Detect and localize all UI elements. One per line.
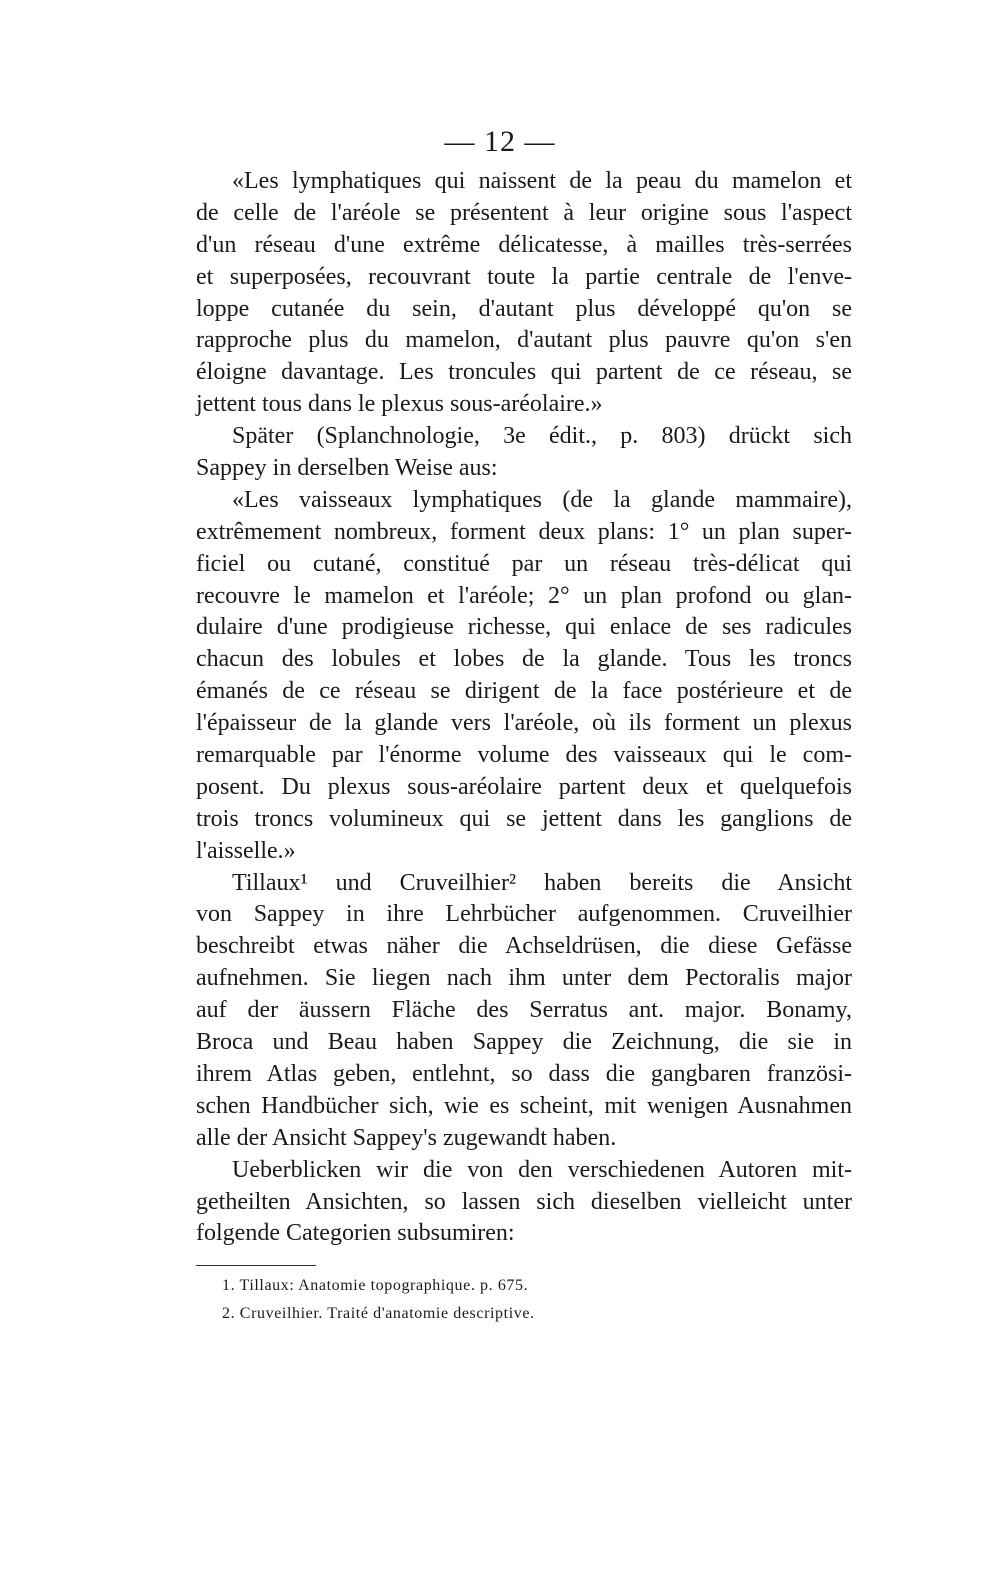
text-line: trois troncs volumineux qui se jettent dans les ganglions de xyxy=(196,805,852,832)
text-line: et superposées, recouvrant toute la partie centrale de l'enve- xyxy=(196,263,852,290)
text-line: l'aisselle.» xyxy=(196,837,296,864)
text-line: «Les vaisseaux lymphatiques (de la glande mammaire), xyxy=(232,486,852,513)
footnote-rule xyxy=(196,1265,316,1266)
text-line: remarquable par l'énorme volume des vaisseaux qui le com- xyxy=(196,742,852,769)
body-text xyxy=(196,166,852,1250)
text-line: alle der Ansicht Sappey's zugewandt haben. xyxy=(196,1124,617,1151)
text-line: extrêmement nombreux, forment deux plans: 1° un plan super- xyxy=(196,518,852,545)
footnotes xyxy=(222,1272,842,1328)
text-line: auf der äussern Fläche des Serratus ant. major. Bonamy, xyxy=(196,997,852,1024)
text-line: von Sappey in ihre Lehrbücher aufgenommen. Cruveilhier xyxy=(196,901,852,928)
text-line: chacun des lobules et lobes de la glande. Tous les troncs xyxy=(196,646,852,673)
text-line: Sappey in derselben Weise aus: xyxy=(196,455,498,482)
text-line: schen Handbücher sich, wie es scheint, mit wenigen Ausnahmen xyxy=(196,1092,852,1119)
text-line: émanés de ce réseau se dirigent de la face postérieure et de xyxy=(196,678,852,705)
text-line: beschreibt etwas näher die Achseldrüsen, die diese Gefässe xyxy=(196,933,852,960)
text-line: folgende Categorien subsumiren: xyxy=(196,1220,515,1247)
text-line: de celle de l'aréole se présentent à leur origine sous l'aspect xyxy=(196,199,852,226)
text-line: posent. Du plexus sous-aréolaire partent deux et quelquefois xyxy=(196,773,852,800)
text-line: Später (Splanchnologie, 3e édit., p. 803) drückt sich xyxy=(232,423,852,450)
text-line: getheilten Ansichten, so lassen sich dieselben vielleicht unter xyxy=(196,1188,852,1215)
text-line: Broca und Beau haben Sappey die Zeichnung, die sie in xyxy=(196,1029,852,1056)
text-line: dulaire d'une prodigieuse richesse, qui enlace de ses radicules xyxy=(196,614,852,641)
text-line: Ueberblicken wir die von den verschiedenen Autoren mit- xyxy=(232,1156,852,1183)
page-number: — 12 — xyxy=(444,125,556,158)
footnote-2: 2. Cruveilhier. Traité d'anatomie descriptive. xyxy=(222,1305,535,1322)
text-line: éloigne davantage. Les troncules qui partent de ce réseau, se xyxy=(196,359,852,386)
text-line: aufnehmen. Sie liegen nach ihm unter dem Pectoralis major xyxy=(196,965,852,992)
text-line: l'épaisseur de la glande vers l'aréole, où ils forment un plexus xyxy=(196,710,852,737)
text-line: d'un réseau d'une extrême délicatesse, à mailles très-serrées xyxy=(196,231,852,258)
text-line: «Les lymphatiques qui naissent de la peau du mamelon et xyxy=(232,168,852,194)
text-line: loppe cutanée du sein, d'autant plus développé qu'on se xyxy=(196,295,852,322)
text-line: recouvre le mamelon et l'aréole; 2° un plan profond ou glan- xyxy=(196,582,852,609)
text-line: Tillaux¹ und Cruveilhier² haben bereits die Ansicht xyxy=(232,869,852,896)
footnote-1: 1. Tillaux: Anatomie topographique. p. 675. xyxy=(222,1277,529,1294)
text-line: ficiel ou cutané, constitué par un réseau très-délicat qui xyxy=(196,550,852,577)
text-line: jettent tous dans le plexus sous-aréolaire.» xyxy=(196,391,603,418)
text-line: rapproche plus du mamelon, d'autant plus pauvre qu'on s'en xyxy=(196,327,852,354)
text-line: ihrem Atlas geben, entlehnt, so dass die gangbaren französi- xyxy=(196,1060,852,1087)
